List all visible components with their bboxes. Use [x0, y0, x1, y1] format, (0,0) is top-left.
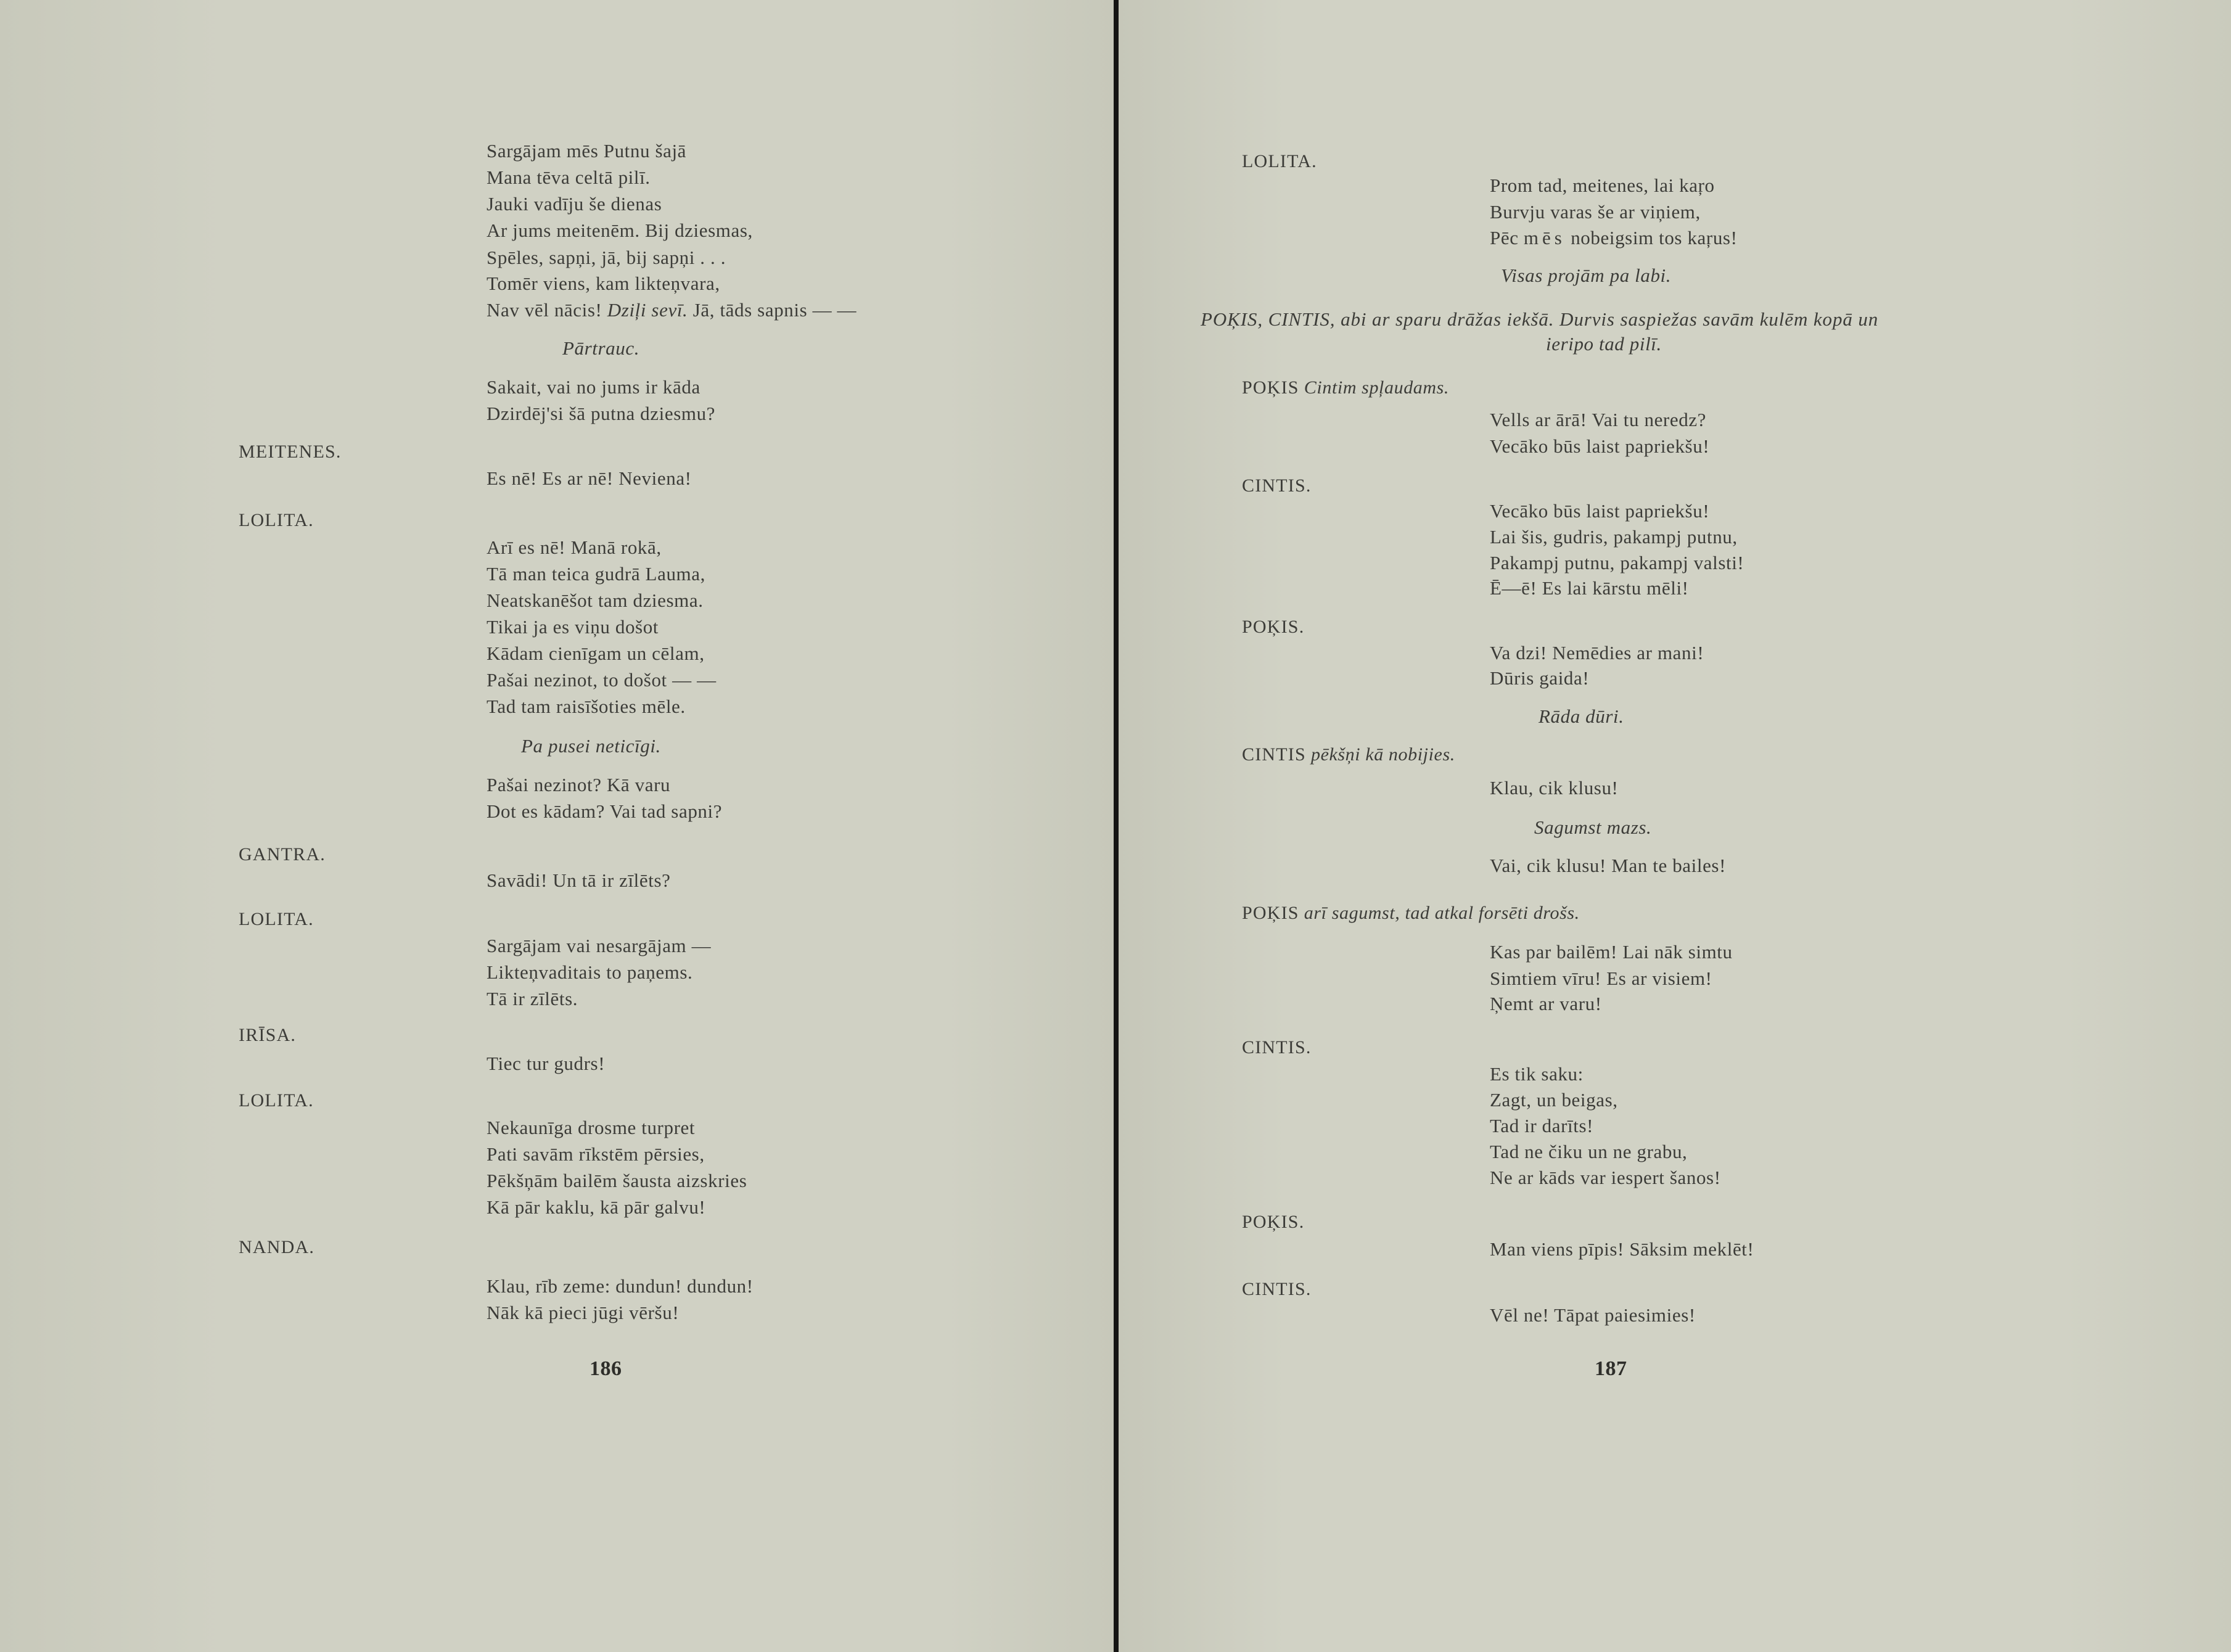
speaker-name: LOLITA.: [1242, 151, 1317, 171]
verse-line: Mana tēva celtā pilī.: [487, 166, 651, 188]
speaker-name: MEITENES.: [239, 442, 342, 462]
speaker-name: CINTIS.: [1242, 1279, 1312, 1299]
verse-line: Tikai ja es viņu došot: [487, 616, 659, 638]
verse-line: Pašai nezinot? Kā varu: [487, 774, 671, 795]
verse-line: Tiec tur gudrs!: [487, 1053, 606, 1074]
verse-line: Vells ar ārā! Vai tu neredz?: [1490, 409, 1707, 430]
speaker-name: LOLITA.: [239, 510, 314, 530]
verse-line: Burvju varas še ar viņiem,: [1490, 201, 1701, 223]
verse-text: Pēc: [1490, 227, 1524, 249]
verse-line: Zagt, un beigas,: [1490, 1089, 1618, 1111]
verse-line: Man viens pīpis! Sāksim meklēt!: [1490, 1238, 1754, 1260]
verse-line: Va dzi! Nemēdies ar mani!: [1490, 642, 1704, 664]
verse-line: Ē—ē! Es lai kārstu mēli!: [1490, 577, 1689, 599]
page-number: 186: [590, 1357, 622, 1380]
verse-line: Dūris gaida!: [1490, 667, 1590, 689]
verse-line: Dot es kādam? Vai tad sapni?: [487, 800, 723, 822]
verse-line: Sakait, vai no jums ir kāda: [487, 376, 701, 398]
book-gutter: [1114, 0, 1119, 1652]
stage-direction-inline: pēkšņi kā nobijies.: [1305, 744, 1455, 765]
stage-direction-inline: Dziļi sevī.: [607, 299, 688, 321]
verse-line: Likteņvaditais to paņems.: [487, 961, 693, 983]
stage-direction-inline: Cintim spļaudams.: [1299, 377, 1450, 398]
stage-direction: ieripo tad pilī.: [1546, 333, 1662, 355]
stage-direction: Visas projām pa labi.: [1501, 265, 1672, 286]
verse-line: Sargājam mēs Putnu šajā: [487, 140, 687, 162]
stage-direction: Pa pusei neticīgi.: [521, 735, 661, 757]
speaker-name: IRĪSA.: [239, 1025, 297, 1045]
verse-line: Klau, cik klusu!: [1490, 777, 1619, 799]
stage-direction: Rāda dūri.: [1539, 705, 1624, 727]
verse-line: Tā man teica gudrā Lauma,: [487, 563, 705, 585]
verse-text: Nav vēl nācis!: [487, 299, 607, 321]
page-number: 187: [1595, 1357, 1627, 1380]
verse-line: Es nē! Es ar nē! Neviena!: [487, 467, 692, 489]
verse-line: Nekaunīga drosme turpret: [487, 1117, 696, 1138]
speaker-name: NANDA.: [239, 1237, 315, 1257]
verse-line: Savādi! Un tā ir zīlēts?: [487, 869, 671, 891]
speaker-name: POĶIS: [1242, 377, 1299, 398]
verse-line: Tomēr viens, kam likteņvara,: [487, 273, 720, 294]
verse-line: Tad ne čiku un ne grabu,: [1490, 1141, 1688, 1162]
verse-line: Dzirdēj'si šā putna dziesmu?: [487, 403, 716, 424]
speaker-name: LOLITA.: [239, 1090, 314, 1111]
emphasized-text: mēs: [1523, 227, 1566, 249]
speaker-line: [1242, 900, 1580, 927]
stage-direction: POĶIS, CINTIS, abi ar sparu drāžas iekšā. Durvis saspiežas savām kulēm kopā un: [1201, 308, 1879, 330]
verse-line: Kas par bailēm! Lai nāk simtu: [1490, 941, 1733, 963]
speaker-name: CINTIS.: [1242, 1037, 1312, 1058]
verse-line: Vecāko būs laist papriekšu!: [1490, 500, 1710, 522]
verse-line: Vēl ne! Tāpat paiesimies!: [1490, 1304, 1696, 1326]
verse-line: Arī es nē! Manā rokā,: [487, 536, 662, 558]
verse-line: Kā pār kaklu, kā pār galvu!: [487, 1196, 706, 1218]
verse-line: Ņemt ar varu!: [1490, 993, 1602, 1014]
verse-line: Ar jums meitenēm. Bij dziesmas,: [487, 220, 753, 241]
verse-line: Neatskanēšot tam dziesma.: [487, 590, 704, 611]
verse-line: Vecāko būs laist papriekšu!: [1490, 435, 1710, 457]
verse-line: Simtiem vīru! Es ar visiem!: [1490, 968, 1712, 989]
verse-line: Es tik saku:: [1490, 1063, 1584, 1085]
stage-direction: Sagumst mazs.: [1534, 816, 1652, 838]
verse-line: Pati savām rīkstēm pērsies,: [487, 1143, 705, 1165]
verse-text: nobeigsim tos kaŗus!: [1565, 227, 1738, 249]
verse-line: Pakampj putnu, pakampj valsti!: [1490, 552, 1744, 573]
verse-line: Tad tam raisīšoties mēle.: [487, 696, 686, 717]
verse-line: Pēkšņām bailēm šausta aizskries: [487, 1170, 747, 1191]
verse-line: Tad ir darīts!: [1490, 1115, 1594, 1136]
left-page: [0, 0, 1114, 1652]
speaker-name: CINTIS: [1242, 744, 1306, 765]
speaker-line: [1242, 374, 1449, 401]
verse-line: Vai, cik klusu! Man te bailes!: [1490, 855, 1727, 876]
verse-line: Kādam cienīgam un cēlam,: [487, 643, 705, 664]
verse-line: Ne ar kāds var iespert šanos!: [1490, 1167, 1721, 1188]
speaker-name: POĶIS.: [1242, 1212, 1305, 1232]
verse-line: Nāk kā pieci jūgi vēršu!: [487, 1302, 680, 1323]
verse-line: Tā ir zīlēts.: [487, 988, 578, 1009]
speaker-name: CINTIS.: [1242, 475, 1312, 496]
speaker-name: POĶIS: [1242, 903, 1299, 923]
stage-direction: Pārtrauc.: [562, 337, 640, 359]
speaker-line: [1242, 741, 1455, 768]
right-page: [1119, 0, 2231, 1652]
stage-direction-inline: arī sagumst, tad atkal forsēti drošs.: [1299, 903, 1580, 923]
verse-line: [1490, 224, 1738, 252]
speaker-name: GANTRA.: [239, 844, 326, 865]
verse-line: Spēles, sapņi, jā, bij sapņi . . .: [487, 247, 726, 268]
verse-line: Pašai nezinot, to došot — —: [487, 669, 717, 691]
speaker-name: LOLITA.: [239, 909, 314, 929]
speaker-name: POĶIS.: [1242, 617, 1305, 637]
verse-line: Sargājam vai nesargājam —: [487, 935, 712, 956]
verse-text: Jā, tāds sapnis — —: [688, 299, 857, 321]
verse-line: Jauki vadīju še dienas: [487, 193, 662, 215]
verse-line: Lai šis, gudris, pakampj putnu,: [1490, 526, 1738, 548]
verse-line: Klau, rīb zeme: dundun! dundun!: [487, 1275, 754, 1297]
verse-line: Prom tad, meitenes, lai kaŗo: [1490, 175, 1715, 196]
verse-line: [487, 297, 857, 324]
